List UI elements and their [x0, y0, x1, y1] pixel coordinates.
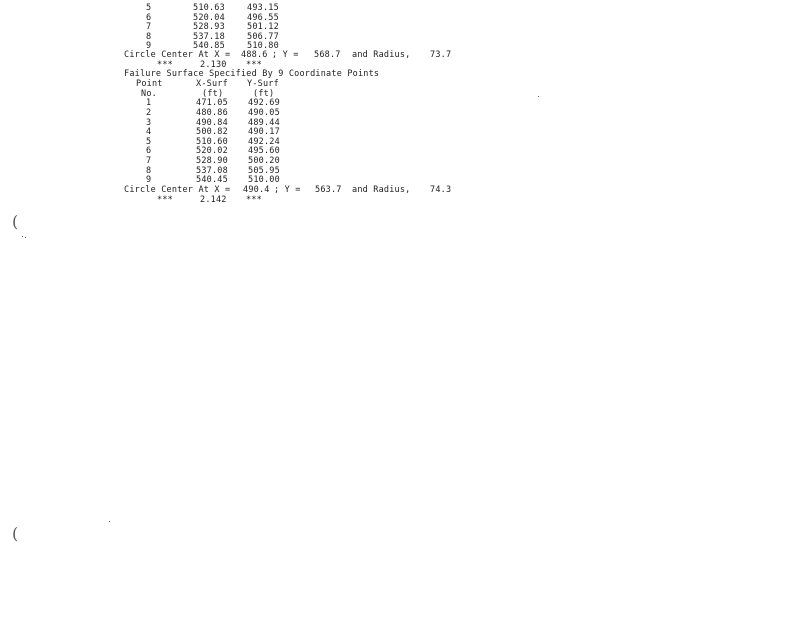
table1-row-x: 540.85: [193, 41, 225, 51]
table1-row-no: 7: [146, 22, 152, 32]
table2-row-y: 500.20: [248, 156, 280, 166]
table2-row-x: 537.08: [196, 166, 228, 176]
table2-row-x: 540.45: [196, 175, 228, 185]
table2-row-x: 490.84: [196, 118, 228, 128]
circle-center-y: 568.7: [314, 50, 341, 60]
header-x-unit: (ft): [202, 89, 224, 99]
binder-hole-mark: (: [12, 524, 19, 543]
radius-label: and Radius,: [352, 185, 411, 195]
table1-row-no: 6: [146, 13, 152, 23]
scan-speck: [109, 521, 110, 522]
circle-center-y: 563.7: [315, 185, 342, 195]
table2-row-x: 520.02: [196, 146, 228, 156]
table2-row-x: 510.60: [196, 137, 228, 147]
radius-value: 74.3: [430, 185, 452, 195]
table2-row-no: 7: [146, 156, 152, 166]
table2-row-no: 4: [146, 127, 152, 137]
header-no: No.: [141, 89, 157, 99]
table2-row-x: 500.82: [196, 127, 228, 137]
table1-row-y: 501.12: [247, 22, 279, 32]
radius-label: and Radius,: [352, 50, 411, 60]
table1-row-no: 8: [146, 32, 152, 42]
circle-center-prefix: Circle Center At X =: [124, 185, 231, 195]
table1-row-y: 510.80: [247, 41, 279, 51]
fs-left-stars: ***: [157, 60, 173, 70]
fs-right-stars: ***: [246, 195, 262, 205]
header-y-unit: (ft): [253, 89, 275, 99]
header-y-surf: Y-Surf: [247, 79, 279, 89]
table2-row-no: 6: [146, 146, 152, 156]
scan-speck: [538, 96, 539, 97]
circle-center-prefix: Circle Center At X =: [124, 50, 231, 60]
table2-row-x: 480.86: [196, 108, 228, 118]
table2-row-y: 490.17: [248, 127, 280, 137]
table2-row-no: 5: [146, 137, 152, 147]
table2-row-no: 8: [146, 166, 152, 176]
header-x-surf: X-Surf: [196, 79, 228, 89]
table2-row-y: 489.44: [248, 118, 280, 128]
table1-row-x: 528.93: [193, 22, 225, 32]
table2-row-no: 9: [146, 175, 152, 185]
circle-center-x: 488.6: [241, 50, 268, 60]
table2-row-x: 471.05: [196, 98, 228, 108]
table2-row-y: 495.60: [248, 146, 280, 156]
fs-value: 2.130: [200, 60, 227, 70]
scan-speck: [25, 237, 26, 238]
table2-row-x: 528.90: [196, 156, 228, 166]
table2-row-y: 510.00: [248, 175, 280, 185]
table2-row-y: 492.69: [248, 98, 280, 108]
table1-row-x: 520.04: [193, 13, 225, 23]
radius-value: 73.7: [430, 50, 452, 60]
fs-value: 2.142: [200, 195, 227, 205]
table1-row-y: 493.15: [247, 3, 279, 13]
circle-center-y-label: ; Y =: [272, 50, 299, 60]
table2-row-no: 2: [146, 108, 152, 118]
scan-speck: [22, 236, 23, 237]
table2-row-y: 505.95: [248, 166, 280, 176]
header-point: Point: [136, 79, 163, 89]
table2-row-no: 1: [146, 98, 152, 108]
fs-left-stars: ***: [157, 195, 173, 205]
table2-row-no: 3: [146, 118, 152, 128]
table2-row-y: 490.05: [248, 108, 280, 118]
table1-row-y: 506.77: [247, 32, 279, 42]
table1-row-x: 537.18: [193, 32, 225, 42]
fs-right-stars: ***: [246, 60, 262, 70]
table1-row-no: 9: [146, 41, 152, 51]
circle-center-y-label: ; Y =: [274, 185, 301, 195]
binder-hole-mark: (: [12, 212, 19, 231]
table1-row-no: 5: [146, 3, 152, 13]
failure-surface-title: Failure Surface Specified By 9 Coordinate Points: [124, 69, 380, 79]
circle-center-x: 490.4: [243, 185, 270, 195]
table1-row-x: 510.63: [193, 3, 225, 13]
table1-row-y: 496.55: [247, 13, 279, 23]
table2-row-y: 492.24: [248, 137, 280, 147]
